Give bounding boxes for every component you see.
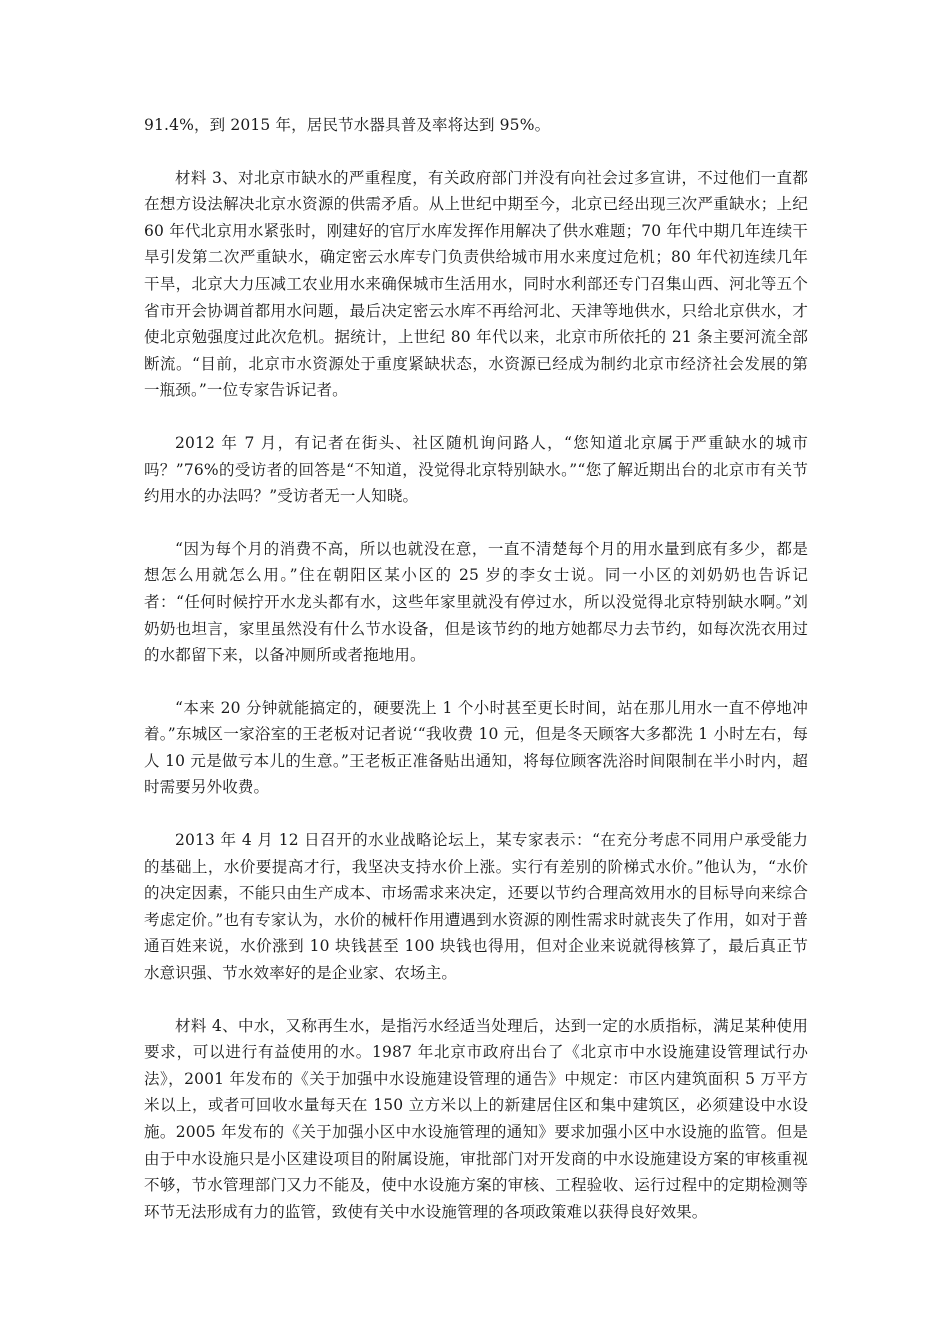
paragraph-gap [144, 669, 808, 695]
paragraph-material-3: 材料 3、对北京市缺水的严重程度，有关政府部门并没有向社会过多宣讲，不过他们一直都在想方设法解决北京水资源的供需矛盾。从上世纪中期至今，北京已经出现三次严重缺水；上纪 60 年代北京用水紧张时，刚建好的官厅水库发挥作用解决了供水难题；70 年代中期几年连续干旱引发第二次严重缺水，确定密云水库专门负责供给城市用水来度过危机；80 年代初连续几年干旱，北京大力压减工农业用水来确保城市生活用水，同时水利部还专门召集山西、河北等五个省市开会协调首都用水问题，最后决定密云水库不再给河北、天津等地供水，只给北京供水，才使北京勉强度过此次危机。据统计，上世纪 80 年代以来，北京市所依托的 21 条主要河流全部断流。“目前，北京市水资源处于重度紧缺状态，水资源已经成为制约北京市经济社会发展的第一瓶颈。”一位专家告诉记者。 [144, 168, 808, 400]
paragraph-gap [144, 801, 808, 827]
paragraph-gap [144, 987, 808, 1013]
paragraph-resident-quote: “因为每个月的消费不高，所以也就没在意，一直不清楚每个月的用水量到底有多少，都是想怎么用就怎么用。”住在朝阳区某小区的 25 岁的李女士说。同一小区的刘奶奶也告诉记者：“任何时候拧开水龙头都有水，这些年家里就没有停过水，所以没觉得北京特别缺水啊。”刘奶奶也坦言，家里虽然没有什么节水设备，但是该节约的地方她都尽力去节约，如每次洗衣用过的水都留下来，以备冲厕所或者拖地用。 [144, 539, 808, 665]
paragraph-gap [144, 510, 808, 536]
paragraph-survey-2012: 2012 年 7 月，有记者在街头、社区随机询问路人，“您知道北京属于严重缺水的城市吗？”76%的受访者的回答是“不知道，没觉得北京特别缺水。”“您了解近期出台的北京市有关节约用水的办法吗？”受访者无一人知晓。 [144, 433, 808, 506]
paragraph-forum-2013: 2013 年 4 月 12 日召开的水业战略论坛上，某专家表示：“在充分考虑不同用户承受能力的基础上，水价要提高才行，我坚决支持水价上涨。实行有差别的阶梯式水价。”他认为，“水价的决定因素，不能只由生产成本、市场需求来决定，还要以节约合理高效用水的目标导向来综合考虑定价。”也有专家认为，水价的械杆作用遭遇到水资源的刚性需求时就丧失了作用，如对于普通百姓来说，水价涨到 10 块钱甚至 100 块钱也得用，但对企业来说就得核算了，最后真正节水意识强、节水效率好的是企业家、农场主。 [144, 831, 808, 983]
paragraph-bathhouse: “本来 20 分钟就能搞定的，硬要洗上 1 个小时甚至更长时间，站在那儿用水一直不停地冲着。”东城区一家浴室的王老板对记者说‘“我收费 10 元，但是冬天顾客大多都洗 1 小时左右，每人 10 元是做亏本儿的生意。”王老板正准备贴出通知，将每位顾客洗浴时间限制在半小时内，超时需要另外收费。 [144, 698, 808, 797]
document-page [144, 112, 808, 1225]
paragraph-continuation: 91.4%，到 2015 年，居民节水器具普及率将达到 95%。 [144, 116, 551, 134]
paragraph-material-4: 材料 4、中水，又称再生水，是指污水经适当处理后，达到一定的水质指标，满足某种使用要求，可以进行有益使用的水。1987 年北京市政府出台了《北京市中水设施建设管理试行办法》，2001 年发布的《关于加强中水设施建设管理的通告》中规定：市区内建筑面积 5 万平方米以上，或者可回收水量每天在 150 立方米以上的新建居住区和集中建筑区，必须建设中水设施。2005 年发布的《关于加强小区中水设施管理的通知》要求加强小区中水设施的监管。但是由于中水设施只是小区建设项目的附属设施，审批部门对开发商的中水设施建设方案的审核重视不够，节水管理部门又力不能及，使中水设施方案的审核、工程验收、运行过程中的定期检测等环节无法形成有力的监管，致使有关中水设施管理的各项政策难以获得良好效果。 [144, 1016, 808, 1221]
paragraph-gap [144, 404, 808, 430]
paragraph-gap [144, 139, 808, 165]
